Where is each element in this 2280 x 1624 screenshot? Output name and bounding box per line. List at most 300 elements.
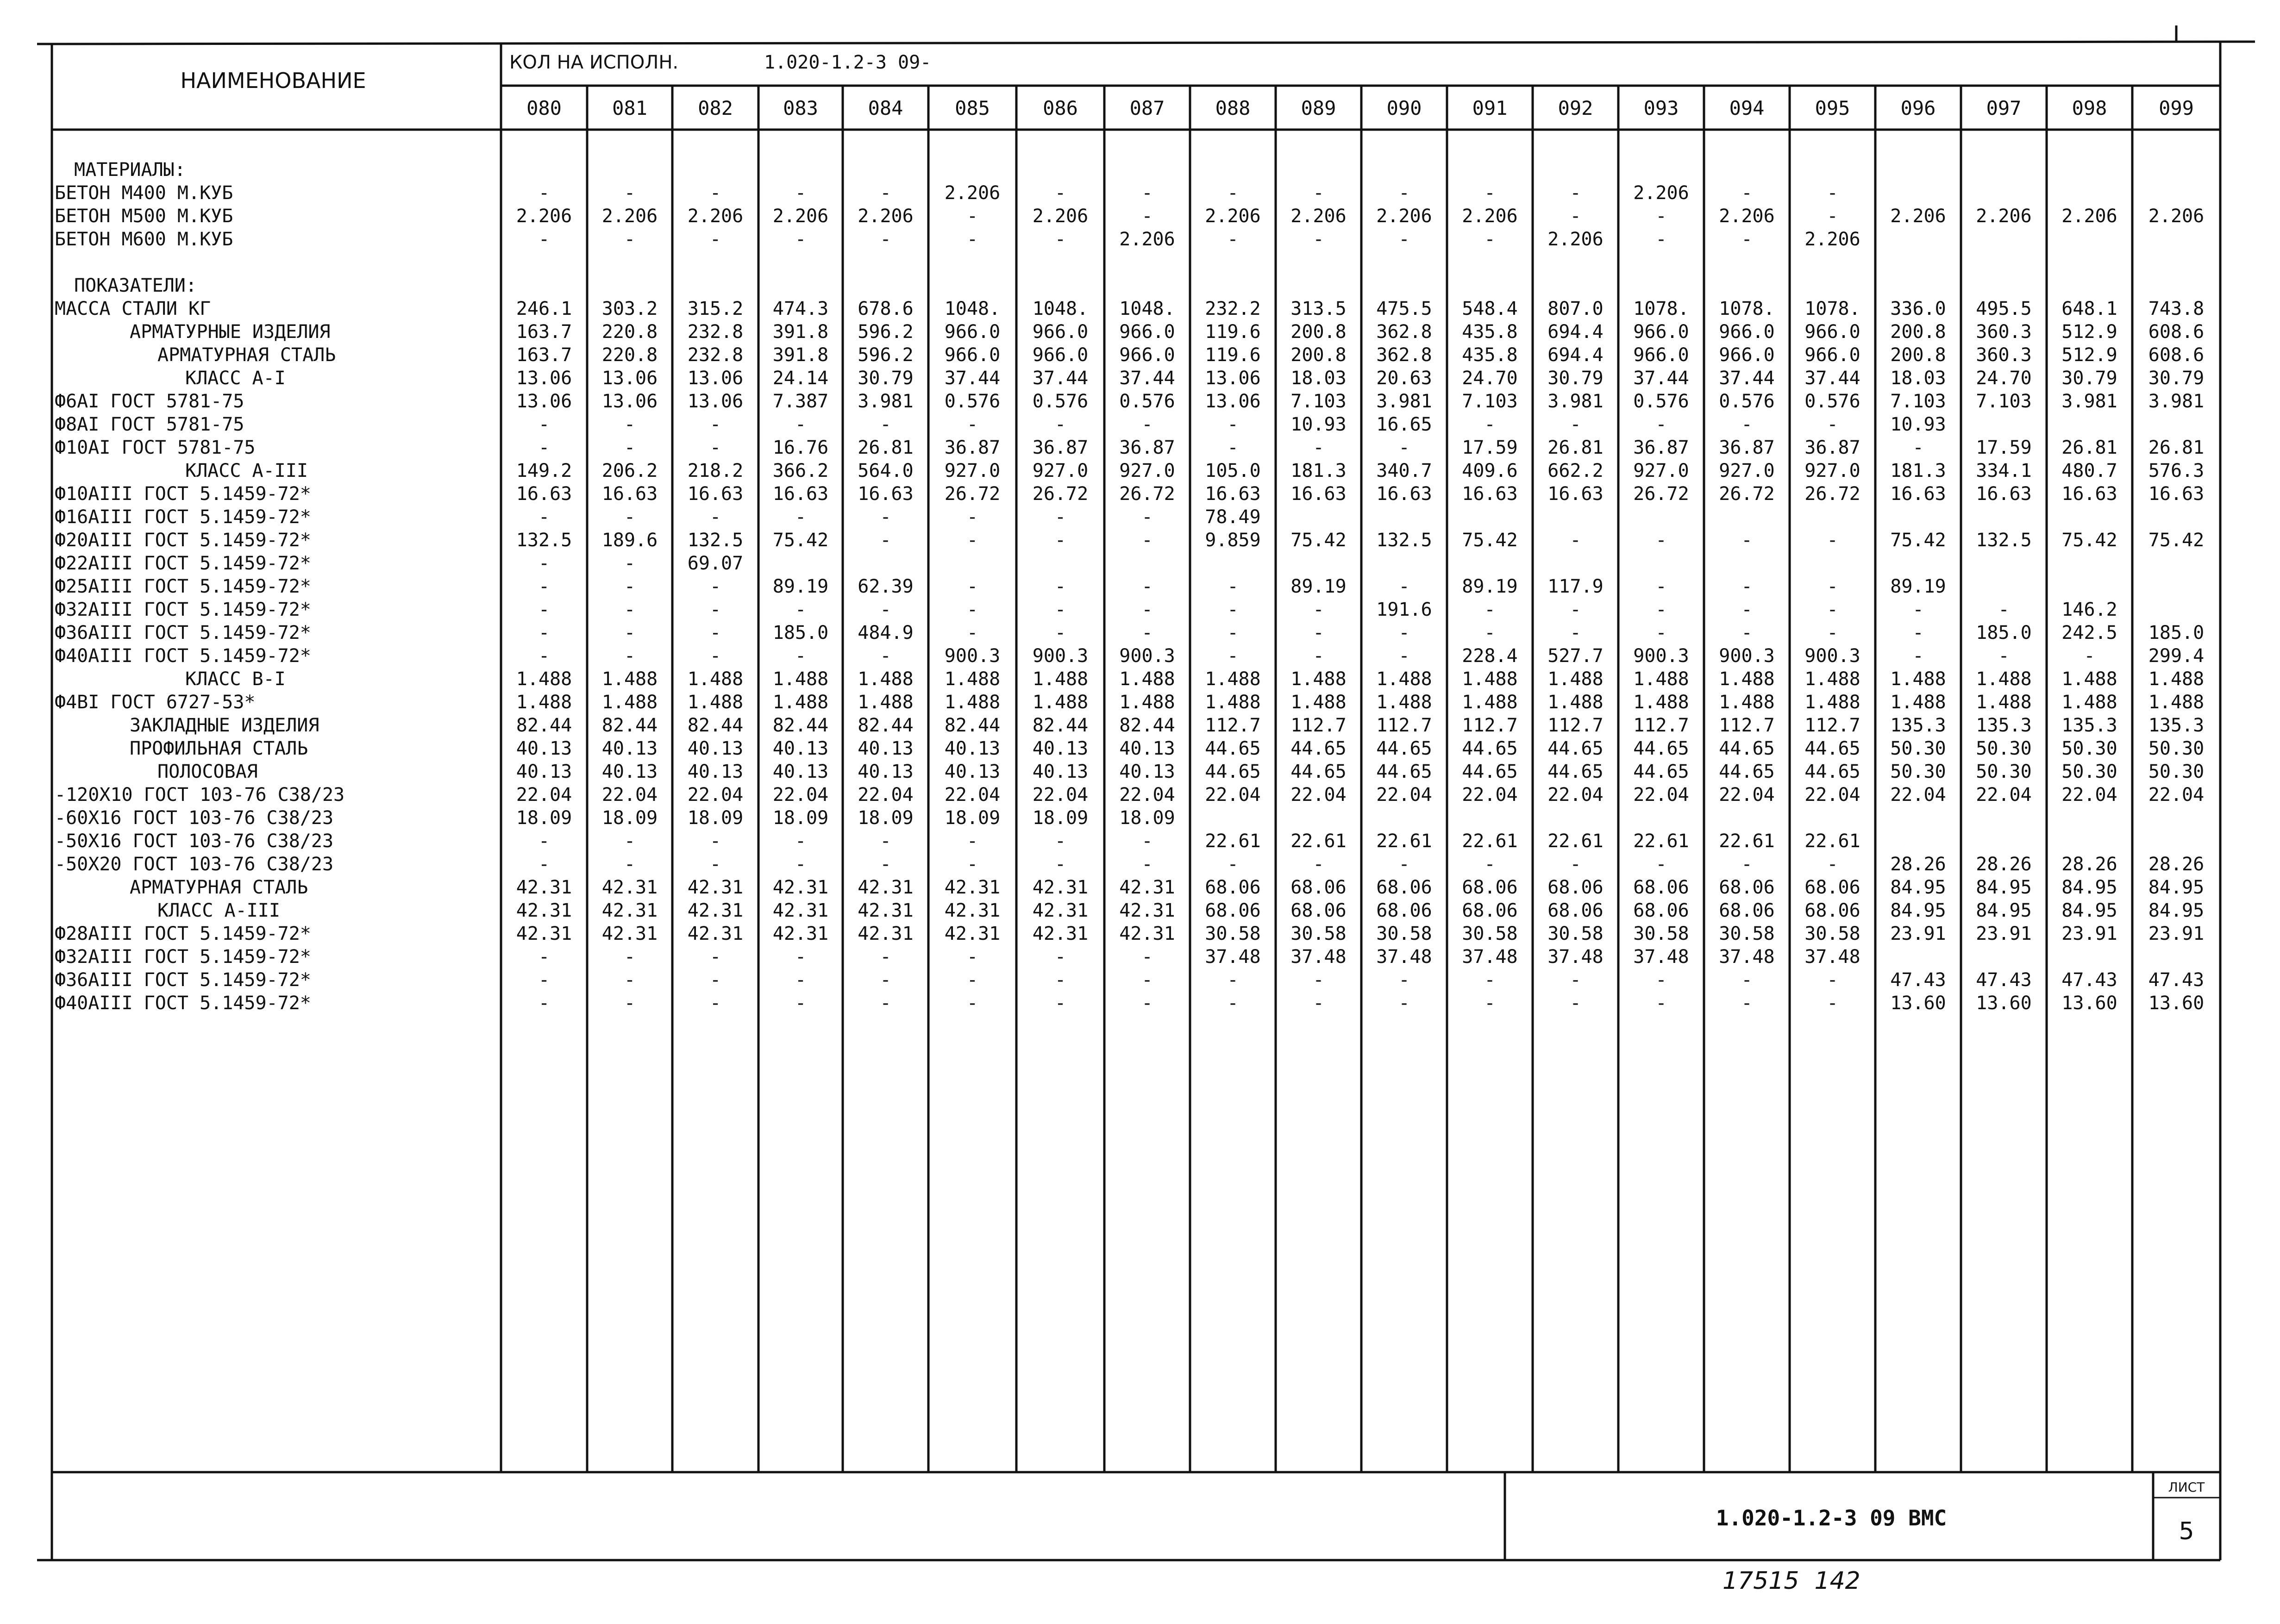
table-cell: 112.7 xyxy=(1462,715,1518,736)
row-label: Ф40АIII ГОСТ 5.1459-72* xyxy=(55,993,311,1014)
table-cell: - xyxy=(709,437,721,458)
table-cell: - xyxy=(880,645,891,667)
table-cell: - xyxy=(795,946,807,968)
table-cell: - xyxy=(1741,576,1753,597)
table-cell: 18.03 xyxy=(1890,368,1946,389)
table-cell: 42.31 xyxy=(858,900,914,921)
table-cell: 18.03 xyxy=(1290,368,1347,389)
table-cell: 40.13 xyxy=(601,738,658,759)
table-cell: 360.3 xyxy=(1976,321,2032,343)
table-cell: 36.87 xyxy=(1719,437,1775,458)
table-cell: 694.4 xyxy=(1547,344,1604,366)
table-cell: 82.44 xyxy=(1032,715,1089,736)
table-cell: 1.488 xyxy=(1119,668,1175,690)
table-cell: - xyxy=(1054,506,1066,528)
table-cell: 1.488 xyxy=(772,692,829,713)
row-label: АРМАТУРНЫЕ ИЗДЕЛИЯ xyxy=(130,321,331,343)
table-cell: - xyxy=(2084,645,2095,667)
table-cell: 1.488 xyxy=(1719,668,1775,690)
table-cell: 36.87 xyxy=(1804,437,1860,458)
table-cell: 191.6 xyxy=(1376,599,1432,620)
table-cell: - xyxy=(1227,645,1239,667)
table-cell: - xyxy=(1227,437,1239,458)
table-cell: 648.1 xyxy=(2061,298,2117,319)
table-cell: 50.30 xyxy=(2061,738,2117,759)
table-cell: - xyxy=(709,622,721,643)
table-cell: 596.2 xyxy=(858,344,914,366)
table-cell: 900.3 xyxy=(1804,645,1860,667)
row-label: -50Х16 ГОСТ 103-76 С38/23 xyxy=(55,831,334,852)
table-cell: 22.61 xyxy=(1290,831,1347,852)
table-cell: 84.95 xyxy=(1976,877,2032,898)
table-cell: - xyxy=(1570,182,1581,204)
sheet-label: ЛИСТ xyxy=(2168,1480,2205,1495)
table-cell: 132.5 xyxy=(687,530,744,551)
table-cell: 0.576 xyxy=(944,391,1001,412)
table-cell: 1.488 xyxy=(1205,668,1261,690)
table-cell: - xyxy=(1313,854,1324,875)
table-cell: - xyxy=(1827,599,1838,620)
table-cell: 24.70 xyxy=(1976,368,2032,389)
table-cell: 26.72 xyxy=(944,483,1001,505)
table-cell: 23.91 xyxy=(1976,923,2032,944)
table-cell: 3.981 xyxy=(858,391,914,412)
row-label: -50Х20 ГОСТ 103-76 С38/23 xyxy=(55,854,334,875)
table-cell: - xyxy=(1227,182,1239,204)
table-cell: 22.04 xyxy=(2148,784,2205,806)
table-cell: 40.13 xyxy=(1032,738,1089,759)
table-cell: 1.488 xyxy=(1376,692,1432,713)
table-cell: - xyxy=(1655,969,1667,991)
table-cell: - xyxy=(1484,414,1496,435)
table-cell: - xyxy=(1655,993,1667,1014)
table-cell: - xyxy=(1141,946,1153,968)
table-cell: 246.1 xyxy=(516,298,572,319)
table-cell: 75.42 xyxy=(772,530,829,551)
table-cell: - xyxy=(1227,576,1239,597)
row-label: Ф32АIII ГОСТ 5.1459-72* xyxy=(55,599,311,620)
table-cell: - xyxy=(1484,182,1496,204)
table-cell: - xyxy=(1484,622,1496,643)
table-cell: 1.488 xyxy=(1633,668,1689,690)
table-cell: 966.0 xyxy=(944,344,1001,366)
table-cell: - xyxy=(709,599,721,620)
title-block xyxy=(52,1472,2220,1560)
table-cell: 1.488 xyxy=(1032,668,1089,690)
table-cell: 40.13 xyxy=(687,738,744,759)
table-cell: 40.13 xyxy=(516,738,572,759)
table-cell: 13.06 xyxy=(601,368,658,389)
table-cell: 47.43 xyxy=(1890,969,1946,991)
handwritten-inventory-note: 17515 142 xyxy=(1723,1567,1860,1595)
table-cell: 218.2 xyxy=(687,460,744,481)
table-cell: - xyxy=(880,854,891,875)
table-cell: 24.14 xyxy=(772,368,829,389)
table-cell: - xyxy=(1313,182,1324,204)
table-cell: 68.06 xyxy=(1719,900,1775,921)
table-cell: - xyxy=(966,506,978,528)
column-header-variant: 099 xyxy=(2159,97,2194,119)
column-header-variant: 087 xyxy=(1129,97,1165,119)
table-cell: 1.488 xyxy=(944,668,1001,690)
table-cell: 42.31 xyxy=(944,877,1001,898)
table-cell: 13.60 xyxy=(1976,993,2032,1014)
table-cell: 37.44 xyxy=(1032,368,1089,389)
table-cell: 7.103 xyxy=(1290,391,1347,412)
table-cell: 1.488 xyxy=(1290,692,1347,713)
table-cell: 84.95 xyxy=(1890,900,1946,921)
table-cell: 694.4 xyxy=(1547,321,1604,343)
table-cell: 0.576 xyxy=(1032,391,1089,412)
table-cell: 2.206 xyxy=(1290,206,1347,227)
table-cell: 608.6 xyxy=(2148,344,2205,366)
table-cell: 2.206 xyxy=(516,206,572,227)
table-cell: 18.09 xyxy=(1119,807,1175,829)
table-cell: - xyxy=(880,993,891,1014)
table-cell: 30.58 xyxy=(1804,923,1860,944)
table-cell: 40.13 xyxy=(944,738,1001,759)
table-cell: 7.103 xyxy=(1890,391,1946,412)
column-header-variant: 097 xyxy=(1986,97,2022,119)
column-header-variant: 082 xyxy=(698,97,733,119)
table-cell: 1.488 xyxy=(1890,692,1946,713)
table-cell: 119.6 xyxy=(1205,344,1261,366)
table-cell: 68.06 xyxy=(1547,900,1604,921)
table-cell: 1.488 xyxy=(1547,668,1604,690)
table-cell: - xyxy=(795,182,807,204)
document-code: 1.020-1.2-3 09 ВМС xyxy=(1716,1505,1947,1530)
table-cell: 50.30 xyxy=(1976,761,2032,782)
table-cell: 966.0 xyxy=(1119,344,1175,366)
table-cell: 26.81 xyxy=(1547,437,1604,458)
table-cell: 22.04 xyxy=(601,784,658,806)
table-cell: 966.0 xyxy=(1633,321,1689,343)
table-cell: - xyxy=(1141,854,1153,875)
table-cell: 50.30 xyxy=(2061,761,2117,782)
column-header-variant: 094 xyxy=(1729,97,1765,119)
table-cell: 28.26 xyxy=(2148,854,2205,875)
table-cell: - xyxy=(1827,576,1838,597)
table-cell: 966.0 xyxy=(1032,321,1089,343)
table-cell: - xyxy=(966,622,978,643)
table-cell: - xyxy=(538,993,550,1014)
table-cell: - xyxy=(1827,182,1838,204)
table-cell: - xyxy=(1054,993,1066,1014)
table-cell: - xyxy=(1054,969,1066,991)
table-cell: - xyxy=(1054,530,1066,551)
table-cell: 50.30 xyxy=(1976,738,2032,759)
column-header-variant: 083 xyxy=(783,97,818,119)
table-cell: 68.06 xyxy=(1804,900,1860,921)
column-header-variant: 084 xyxy=(868,97,903,119)
table-cell: 1.488 xyxy=(687,668,744,690)
table-cell: - xyxy=(1570,993,1581,1014)
table-cell: 68.06 xyxy=(1290,900,1347,921)
table-cell: 40.13 xyxy=(1119,761,1175,782)
table-cell: - xyxy=(966,530,978,551)
table-cell: 512.9 xyxy=(2061,321,2117,343)
column-header-variant: 096 xyxy=(1900,97,1936,119)
table-cell: - xyxy=(1570,854,1581,875)
table-cell: - xyxy=(538,622,550,643)
table-cell: - xyxy=(1912,622,1924,643)
table-cell: 26.81 xyxy=(858,437,914,458)
column-header-variant: 095 xyxy=(1815,97,1850,119)
table-cell: 135.3 xyxy=(2061,715,2117,736)
table-cell: 1.488 xyxy=(2061,668,2117,690)
table-cell: 42.31 xyxy=(687,877,744,898)
table-cell: 966.0 xyxy=(1804,344,1860,366)
table-cell: 900.3 xyxy=(1719,645,1775,667)
table-cell: - xyxy=(1398,993,1410,1014)
table-cell: - xyxy=(538,969,550,991)
table-cell: 42.31 xyxy=(1119,900,1175,921)
table-cell: - xyxy=(1655,576,1667,597)
table-cell: 42.31 xyxy=(1032,877,1089,898)
table-cell: - xyxy=(1912,437,1924,458)
table-cell: 30.79 xyxy=(1547,368,1604,389)
table-cell: 37.48 xyxy=(1205,946,1261,968)
table-cell: 135.3 xyxy=(2148,715,2205,736)
table-cell: 44.65 xyxy=(1633,738,1689,759)
table-cell: 68.06 xyxy=(1719,877,1775,898)
table-cell: 112.7 xyxy=(1376,715,1432,736)
table-cell: 409.6 xyxy=(1462,460,1518,481)
table-cell: - xyxy=(709,576,721,597)
table-cell: 1.488 xyxy=(516,668,572,690)
table-cell: 22.04 xyxy=(1719,784,1775,806)
table-cell: 22.04 xyxy=(1119,784,1175,806)
table-cell: - xyxy=(1398,182,1410,204)
table-cell: 1.488 xyxy=(1804,692,1860,713)
table-cell: 3.981 xyxy=(2148,391,2205,412)
table-cell: 112.7 xyxy=(1633,715,1689,736)
table-cell: 17.59 xyxy=(1462,437,1518,458)
column-header-variant: 098 xyxy=(2072,97,2107,119)
table-cell: - xyxy=(1741,414,1753,435)
row-label: Ф10АI ГОСТ 5781-75 xyxy=(55,437,256,458)
table-cell: - xyxy=(880,599,891,620)
table-cell: - xyxy=(1141,831,1153,852)
qty-per-variant-label: КОЛ НА ИСПОЛН. xyxy=(509,52,679,73)
table-cell: - xyxy=(1484,599,1496,620)
row-label: КЛАСС В-I xyxy=(185,668,286,690)
table-cell: 2.206 xyxy=(687,206,744,227)
table-cell: - xyxy=(709,969,721,991)
table-cell: - xyxy=(1398,854,1410,875)
table-cell: 40.13 xyxy=(858,761,914,782)
table-cell: - xyxy=(880,414,891,435)
table-cell: 564.0 xyxy=(858,460,914,481)
table-cell: 475.5 xyxy=(1376,298,1432,319)
table-cell: - xyxy=(624,645,636,667)
table-cell: 512.9 xyxy=(2061,344,2117,366)
table-cell: 89.19 xyxy=(772,576,829,597)
name-column-header: НАИМЕНОВАНИЕ xyxy=(180,68,366,93)
table-cell: - xyxy=(538,576,550,597)
table-cell: - xyxy=(1655,229,1667,250)
table-cell: 23.91 xyxy=(2061,923,2117,944)
table-cell: 84.95 xyxy=(2061,877,2117,898)
table-cell: 82.44 xyxy=(858,715,914,736)
table-cell: - xyxy=(1827,993,1838,1014)
table-cell: 132.5 xyxy=(1376,530,1432,551)
column-header-variant: 081 xyxy=(612,97,647,119)
table-cell: 807.0 xyxy=(1547,298,1604,319)
table-cell: 391.8 xyxy=(772,344,829,366)
table-cell: 900.3 xyxy=(1633,645,1689,667)
table-cell: 1.488 xyxy=(772,668,829,690)
table-cell: - xyxy=(624,414,636,435)
table-cell: 1.488 xyxy=(1719,692,1775,713)
table-cell: 36.87 xyxy=(1119,437,1175,458)
table-cell: 22.04 xyxy=(1205,784,1261,806)
table-cell: 18.09 xyxy=(1032,807,1089,829)
table-cell: 1.488 xyxy=(1290,668,1347,690)
table-cell: 30.58 xyxy=(1547,923,1604,944)
table-cell: - xyxy=(1227,969,1239,991)
table-cell: 966.0 xyxy=(1633,344,1689,366)
table-cell: 40.13 xyxy=(601,761,658,782)
table-cell: 13.60 xyxy=(2061,993,2117,1014)
table-cell: 68.06 xyxy=(1376,877,1432,898)
table-cell: 24.70 xyxy=(1462,368,1518,389)
table-cell: - xyxy=(966,993,978,1014)
table-cell: - xyxy=(880,969,891,991)
table-cell: - xyxy=(795,969,807,991)
table-cell: 62.39 xyxy=(858,576,914,597)
table-cell: 1048. xyxy=(1119,298,1175,319)
table-cell: 42.31 xyxy=(687,923,744,944)
table-cell: - xyxy=(1741,530,1753,551)
table-cell: 36.87 xyxy=(1032,437,1089,458)
table-cell: 181.3 xyxy=(1290,460,1347,481)
table-cell: 26.72 xyxy=(1633,483,1689,505)
table-cell: 362.8 xyxy=(1376,344,1432,366)
table-cell: 0.576 xyxy=(1633,391,1689,412)
table-cell: - xyxy=(795,599,807,620)
table-cell: 89.19 xyxy=(1290,576,1347,597)
table-cell: 20.63 xyxy=(1376,368,1432,389)
table-cell: 40.13 xyxy=(516,761,572,782)
table-cell: 37.48 xyxy=(1547,946,1604,968)
table-cell: 44.65 xyxy=(1205,761,1261,782)
table-cell: 1048. xyxy=(944,298,1001,319)
table-cell: 16.63 xyxy=(601,483,658,505)
column-header-variant: 091 xyxy=(1472,97,1508,119)
table-cell: 13.06 xyxy=(1205,368,1261,389)
table-cell: 185.0 xyxy=(772,622,829,643)
table-cell: 22.04 xyxy=(858,784,914,806)
table-cell: 1.488 xyxy=(1633,692,1689,713)
table-cell: 112.7 xyxy=(1719,715,1775,736)
table-cell: 13.60 xyxy=(1890,993,1946,1014)
table-cell: - xyxy=(624,182,636,204)
table-cell: 22.04 xyxy=(1633,784,1689,806)
table-cell: 30.58 xyxy=(1205,923,1261,944)
table-cell: 30.58 xyxy=(1462,923,1518,944)
table-cell: 1.488 xyxy=(1119,692,1175,713)
table-cell: 40.13 xyxy=(944,761,1001,782)
table-cell: - xyxy=(1827,622,1838,643)
table-cell: - xyxy=(1655,622,1667,643)
table-cell: 22.04 xyxy=(516,784,572,806)
table-cell: 2.206 xyxy=(1719,206,1775,227)
table-cell: 42.31 xyxy=(772,923,829,944)
table-cell: 68.06 xyxy=(1290,877,1347,898)
table-cell: - xyxy=(1141,969,1153,991)
table-cell: 13.06 xyxy=(516,391,572,412)
table-cell: - xyxy=(538,854,550,875)
table-cell: 391.8 xyxy=(772,321,829,343)
table-cell: 22.04 xyxy=(772,784,829,806)
table-cell: 50.30 xyxy=(1890,761,1946,782)
table-cell: - xyxy=(1741,182,1753,204)
table-cell: 149.2 xyxy=(516,460,572,481)
table-cell: - xyxy=(1741,969,1753,991)
table-cell: 23.91 xyxy=(2148,923,2205,944)
table-cell: 37.48 xyxy=(1633,946,1689,968)
table-cell: 220.8 xyxy=(601,344,658,366)
row-label: Ф25АIII ГОСТ 5.1459-72* xyxy=(55,576,311,597)
table-cell: - xyxy=(538,946,550,968)
table-cell: - xyxy=(709,229,721,250)
table-cell: 42.31 xyxy=(601,900,658,921)
table-cell: - xyxy=(624,576,636,597)
table-cell: 26.81 xyxy=(2061,437,2117,458)
table-cell: - xyxy=(1227,622,1239,643)
table-cell: - xyxy=(880,506,891,528)
table-cell: - xyxy=(538,414,550,435)
table-cell: 2.206 xyxy=(1119,229,1175,250)
table-cell: 44.65 xyxy=(1633,761,1689,782)
table-cell: 44.65 xyxy=(1376,738,1432,759)
table-cell: 42.31 xyxy=(858,923,914,944)
table-cell: 44.65 xyxy=(1547,738,1604,759)
table-cell: - xyxy=(1141,599,1153,620)
table-cell: - xyxy=(1827,414,1838,435)
table-cell: - xyxy=(709,831,721,852)
table-cell: 1048. xyxy=(1032,298,1089,319)
row-label: Ф6АI ГОСТ 5781-75 xyxy=(55,391,244,412)
table-cell: - xyxy=(538,599,550,620)
table-cell: 13.06 xyxy=(687,391,744,412)
table-cell: 82.44 xyxy=(944,715,1001,736)
table-cell: 84.95 xyxy=(2148,877,2205,898)
table-cell: - xyxy=(1570,969,1581,991)
table-cell: - xyxy=(880,530,891,551)
table-cell: 42.31 xyxy=(858,877,914,898)
table-cell: 132.5 xyxy=(1976,530,2032,551)
table-cell: - xyxy=(880,229,891,250)
table-cell: 37.48 xyxy=(1719,946,1775,968)
row-label: ЗАКЛАДНЫЕ ИЗДЕЛИЯ xyxy=(130,715,319,736)
table-cell: 181.3 xyxy=(1890,460,1946,481)
table-cell: 1.488 xyxy=(1462,692,1518,713)
table-cell: - xyxy=(1398,437,1410,458)
table-cell: 900.3 xyxy=(1119,645,1175,667)
table-cell: 2.206 xyxy=(2061,206,2117,227)
table-cell: 18.09 xyxy=(772,807,829,829)
table-cell: 7.103 xyxy=(1976,391,2032,412)
table-cell: 678.6 xyxy=(858,298,914,319)
table-cell: - xyxy=(709,993,721,1014)
table-cell: 10.93 xyxy=(1290,414,1347,435)
table-cell: 112.7 xyxy=(1804,715,1860,736)
table-cell: 30.58 xyxy=(1719,923,1775,944)
table-cell: 548.4 xyxy=(1462,298,1518,319)
table-cell: 185.0 xyxy=(2148,622,2205,643)
